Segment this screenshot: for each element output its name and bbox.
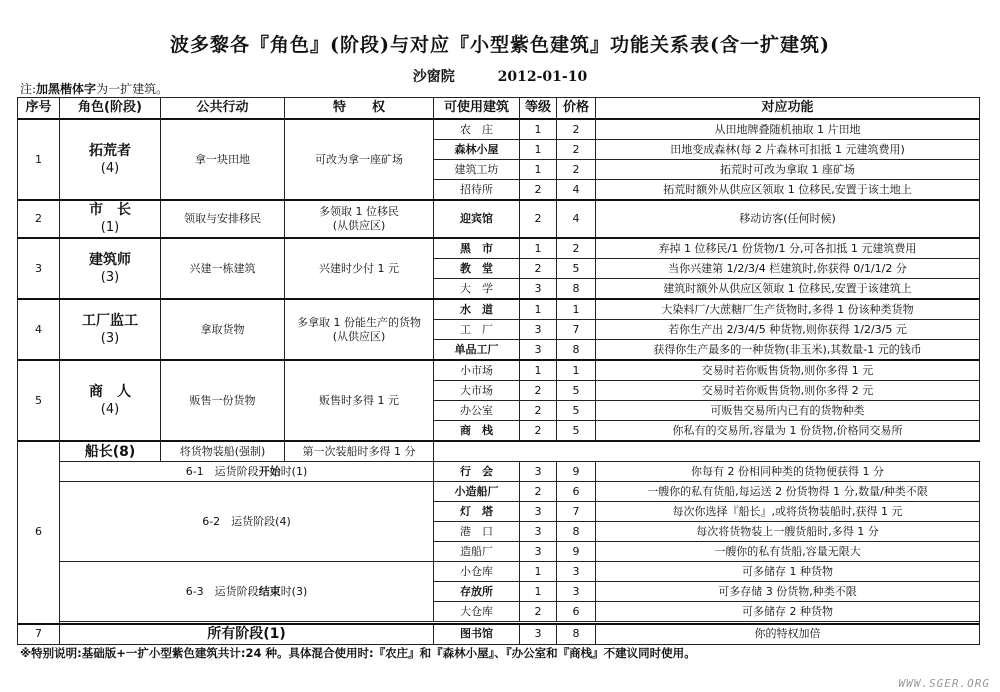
public-action: 贩售一份货物 bbox=[161, 360, 285, 441]
phase-6-1-suffix: 时(1) bbox=[280, 464, 308, 478]
building-name: 大 学 bbox=[434, 279, 520, 300]
row-number: 4 bbox=[18, 299, 60, 360]
building-function: 每次将货物装上一艘货船时,多得 1 分 bbox=[596, 522, 980, 542]
building-level: 3 bbox=[520, 340, 557, 361]
building-function: 可多储存 1 种货物 bbox=[596, 562, 980, 582]
building-price: 9 bbox=[557, 462, 596, 482]
phase-6-3-suffix: 时(3) bbox=[280, 584, 308, 598]
building-level: 2 bbox=[520, 200, 557, 238]
footer-note: ※特别说明:基础版+一扩小型紫色建筑共计:24 种。具体混合使用时:『农庄』和『森林小屋』、『办公室和『商栈』不建议同时使用。 bbox=[20, 646, 696, 660]
public-action: 拿取货物 bbox=[161, 299, 285, 360]
building-name: 单品工厂 bbox=[434, 340, 520, 361]
captain-role: 船长(8) bbox=[84, 443, 136, 460]
privilege-source: (从供应区) bbox=[332, 329, 386, 343]
privilege bbox=[285, 200, 434, 238]
phase-6-1-bold: 开始 bbox=[258, 464, 281, 478]
row-number: 7 bbox=[18, 624, 60, 645]
role-cell bbox=[60, 200, 161, 238]
public-action: 拿一块田地 bbox=[161, 119, 285, 200]
phase-6-3-bold: 结束 bbox=[258, 584, 281, 598]
row-number: 3 bbox=[18, 238, 60, 299]
header-no: 序号 bbox=[18, 98, 60, 120]
building-name: 招待所 bbox=[434, 180, 520, 201]
building-price: 7 bbox=[557, 502, 596, 522]
building-name: 造船厂 bbox=[434, 542, 520, 562]
building-function: 当你兴建第 1/2/3/4 栏建筑时,你获得 0/1/1/2 分 bbox=[596, 259, 980, 279]
building-function: 一艘你的私有货船,容量无限大 bbox=[596, 542, 980, 562]
watermark: WWW.SGER.ORG bbox=[898, 677, 990, 690]
header-price: 价格 bbox=[557, 98, 596, 120]
note-bold: 加黑楷体字 bbox=[36, 82, 97, 96]
building-name: 建筑工坊 bbox=[434, 160, 520, 180]
building-level: 3 bbox=[520, 279, 557, 300]
building-function: 大染料厂/大蔗糖厂生产货物时,多得 1 份该种类货物 bbox=[596, 299, 980, 320]
role-name: 市 长 bbox=[89, 202, 131, 218]
building-price: 8 bbox=[557, 522, 596, 542]
table-row bbox=[18, 562, 980, 582]
building-price: 6 bbox=[557, 482, 596, 502]
privilege: 可改为拿一座矿场 bbox=[285, 119, 434, 200]
building-level: 1 bbox=[520, 238, 557, 259]
privilege-line: 多领取 1 位移民 bbox=[319, 205, 399, 218]
building-price: 5 bbox=[557, 381, 596, 401]
building-name: 教 堂 bbox=[434, 259, 520, 279]
building-name: 森林小屋 bbox=[434, 140, 520, 160]
role-count: (1) bbox=[100, 220, 120, 235]
building-name: 图书馆 bbox=[434, 624, 520, 645]
note bbox=[20, 80, 168, 97]
building-function: 拓荒时可改为拿取 1 座矿场 bbox=[596, 160, 980, 180]
building-level: 3 bbox=[520, 624, 557, 645]
note-prefix: 注: bbox=[20, 82, 37, 96]
building-function: 弃掉 1 位移民/1 份货物/1 分,可各扣抵 1 元建筑费用 bbox=[596, 238, 980, 259]
role-count: (4) bbox=[100, 160, 120, 176]
building-price: 2 bbox=[557, 140, 596, 160]
building-function: 移动访客(任何时候) bbox=[596, 200, 980, 238]
header-action: 公共行动 bbox=[161, 98, 285, 120]
role-cell bbox=[60, 360, 161, 441]
building-function: 交易时若你贩售货物,则你多得 1 元 bbox=[596, 360, 980, 381]
building-price: 3 bbox=[557, 562, 596, 582]
building-name: 小市场 bbox=[434, 360, 520, 381]
building-function: 若你生产出 2/3/4/5 种货物,则你获得 1/2/3/5 元 bbox=[596, 320, 980, 340]
building-function: 建筑时额外从供应区领取 1 位移民,安置于该建筑上 bbox=[596, 279, 980, 300]
building-name: 港 口 bbox=[434, 522, 520, 542]
privilege-line: 多拿取 1 份能生产的货物 bbox=[297, 315, 421, 329]
row-number: 1 bbox=[18, 119, 60, 200]
building-name: 灯 塔 bbox=[434, 502, 520, 522]
role-count: (4) bbox=[100, 401, 120, 417]
building-level: 2 bbox=[520, 381, 557, 401]
table-row bbox=[18, 441, 980, 462]
privilege: 贩售时多得 1 元 bbox=[285, 360, 434, 441]
building-price: 2 bbox=[557, 238, 596, 259]
building-level: 1 bbox=[520, 119, 557, 140]
phase-6-1-prefix: 6-1 运货阶段 bbox=[185, 464, 259, 478]
note-suffix: 为一扩建筑。 bbox=[96, 82, 169, 96]
building-level: 1 bbox=[520, 360, 557, 381]
building-level: 3 bbox=[520, 462, 557, 482]
phase-6-2: 6-2 运货阶段(4) bbox=[60, 482, 434, 562]
building-name: 工 厂 bbox=[434, 320, 520, 340]
building-price: 1 bbox=[557, 299, 596, 320]
header-function: 对应功能 bbox=[596, 98, 980, 120]
privilege-source: (从供应区) bbox=[332, 219, 386, 232]
role-name: 拓荒者 bbox=[89, 142, 131, 159]
building-function: 一艘你的私有货船,每运送 2 份货物得 1 分,数量/种类不限 bbox=[596, 482, 980, 502]
role-name bbox=[60, 441, 161, 462]
row-number: 2 bbox=[18, 200, 60, 238]
building-function: 拓荒时额外从供应区领取 1 位移民,安置于该土地上 bbox=[596, 180, 980, 201]
role-count: (3) bbox=[100, 330, 120, 346]
building-name: 商 栈 bbox=[434, 421, 520, 442]
table-row bbox=[18, 119, 980, 140]
building-function: 可多储存 2 种货物 bbox=[596, 602, 980, 622]
building-function: 田地变成森林(每 2 片森林可扣抵 1 元建筑费用) bbox=[596, 140, 980, 160]
function-table bbox=[17, 97, 980, 645]
building-price: 8 bbox=[557, 340, 596, 361]
building-price: 7 bbox=[557, 320, 596, 340]
date: 2012-01-10 bbox=[497, 69, 588, 85]
building-level: 2 bbox=[520, 401, 557, 421]
building-price: 2 bbox=[557, 160, 596, 180]
privilege bbox=[285, 299, 434, 360]
building-price: 5 bbox=[557, 259, 596, 279]
header-building: 可使用建筑 bbox=[434, 98, 520, 120]
role-cell bbox=[60, 299, 161, 360]
building-level: 1 bbox=[520, 160, 557, 180]
building-level: 2 bbox=[520, 482, 557, 502]
table-row bbox=[18, 624, 980, 645]
building-function: 交易时若你贩售货物,则你多得 2 元 bbox=[596, 381, 980, 401]
building-name: 小仓库 bbox=[434, 562, 520, 582]
table-row bbox=[18, 360, 980, 381]
public-action: 领取与安排移民 bbox=[161, 200, 285, 238]
table-row bbox=[18, 200, 980, 238]
building-level: 3 bbox=[520, 320, 557, 340]
building-function: 你的特权加倍 bbox=[596, 624, 980, 645]
table-row bbox=[18, 462, 980, 482]
building-name: 水 道 bbox=[434, 299, 520, 320]
building-name: 大仓库 bbox=[434, 602, 520, 622]
building-name: 存放所 bbox=[434, 582, 520, 602]
building-function: 从田地牌叠随机抽取 1 片田地 bbox=[596, 119, 980, 140]
building-name: 迎宾馆 bbox=[434, 200, 520, 238]
building-name: 行 会 bbox=[434, 462, 520, 482]
phase-6-1 bbox=[60, 462, 434, 482]
building-function: 可贩售交易所内已有的货物种类 bbox=[596, 401, 980, 421]
building-level: 2 bbox=[520, 421, 557, 442]
role-name: 工厂监工 bbox=[82, 312, 138, 329]
role-name: 商 人 bbox=[89, 383, 131, 400]
building-price: 3 bbox=[557, 582, 596, 602]
building-level: 3 bbox=[520, 502, 557, 522]
header-level: 等级 bbox=[520, 98, 557, 120]
role-cell bbox=[60, 238, 161, 299]
row-number: 5 bbox=[18, 360, 60, 441]
building-price: 6 bbox=[557, 602, 596, 622]
building-function: 你私有的交易所,容量为 1 份货物,价格同交易所 bbox=[596, 421, 980, 442]
building-price: 5 bbox=[557, 401, 596, 421]
building-price: 4 bbox=[557, 180, 596, 201]
table-row bbox=[18, 299, 980, 320]
building-level: 3 bbox=[520, 522, 557, 542]
building-price: 8 bbox=[557, 624, 596, 645]
public-action: 兴建一栋建筑 bbox=[161, 238, 285, 299]
building-level: 1 bbox=[520, 299, 557, 320]
privilege: 兴建时少付 1 元 bbox=[285, 238, 434, 299]
building-level: 1 bbox=[520, 562, 557, 582]
building-level: 2 bbox=[520, 602, 557, 622]
table-row bbox=[18, 238, 980, 259]
role-count: (3) bbox=[100, 269, 120, 285]
building-function: 获得你生产最多的一种货物(非玉米),其数量-1 元的钱币 bbox=[596, 340, 980, 361]
privilege: 第一次装船时多得 1 分 bbox=[285, 441, 434, 462]
document-title: 波多黎各『角色』(阶段)与对应『小型紫色建筑』功能关系表(含一扩建筑) bbox=[170, 34, 830, 56]
phase-6-3 bbox=[60, 562, 434, 622]
role-name: 建筑师 bbox=[89, 251, 131, 268]
building-function: 可多存储 3 份货物,种类不限 bbox=[596, 582, 980, 602]
building-price: 5 bbox=[557, 421, 596, 442]
role-cell bbox=[60, 119, 161, 200]
building-level: 3 bbox=[520, 542, 557, 562]
building-level: 1 bbox=[520, 140, 557, 160]
header-role: 角色(阶段) bbox=[60, 98, 161, 120]
building-price: 1 bbox=[557, 360, 596, 381]
building-level: 2 bbox=[520, 259, 557, 279]
phase-6-3-prefix: 6-3 运货阶段 bbox=[185, 584, 259, 598]
building-name: 农 庄 bbox=[434, 119, 520, 140]
author: 沙窗院 bbox=[412, 69, 455, 85]
header-privilege: 特 权 bbox=[285, 98, 434, 120]
row-number: 6 bbox=[18, 441, 60, 624]
building-price: 4 bbox=[557, 200, 596, 238]
building-name: 小造船厂 bbox=[434, 482, 520, 502]
public-action: 将货物装船(强制) bbox=[161, 441, 285, 462]
building-name: 黑 市 bbox=[434, 238, 520, 259]
building-level: 2 bbox=[520, 180, 557, 201]
building-function: 每次你选择『船长』,或将货物装船时,获得 1 元 bbox=[596, 502, 980, 522]
building-function: 你每有 2 份相同种类的货物便获得 1 分 bbox=[596, 462, 980, 482]
header-row bbox=[18, 98, 980, 120]
building-price: 8 bbox=[557, 279, 596, 300]
building-price: 9 bbox=[557, 542, 596, 562]
empty-cell bbox=[434, 441, 980, 462]
all-phases: 所有阶段(1) bbox=[60, 624, 434, 645]
building-level: 1 bbox=[520, 582, 557, 602]
building-name: 办公室 bbox=[434, 401, 520, 421]
table-row bbox=[18, 482, 980, 502]
building-name: 大市场 bbox=[434, 381, 520, 401]
building-price: 2 bbox=[557, 119, 596, 140]
